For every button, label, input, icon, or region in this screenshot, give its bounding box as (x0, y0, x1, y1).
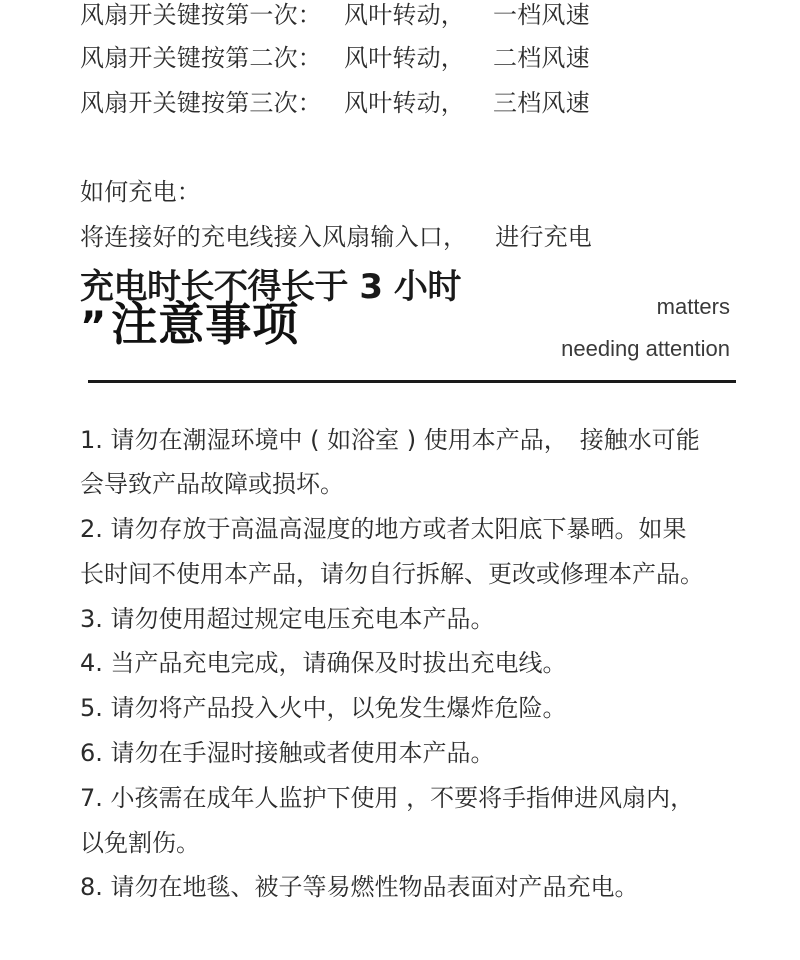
fan-mode-action: 风叶转动， (344, 44, 465, 72)
fan-mode-2 (80, 43, 590, 73)
fan-mode-action: 风叶转动， (344, 89, 465, 117)
fan-mode-speed: 一档风速 (493, 1, 590, 29)
notice-subtitle-line2: needing attention (561, 336, 730, 361)
note-line: 2. 请勿存放于高温高湿度的地方或者太阳底下暴晒。如果 (80, 515, 687, 543)
note-line: 4. 当产品充电完成，请确保及时拔出充电线。 (80, 649, 567, 677)
section-divider (88, 380, 736, 383)
notice-subtitle-line1: matters (656, 294, 730, 319)
note-line: 6. 请勿在手湿时接触或者使用本产品。 (80, 739, 495, 767)
note-line: 3. 请勿使用超过规定电压充电本产品。 (80, 605, 495, 633)
fan-mode-speed: 三档风速 (493, 89, 590, 117)
note-line: 8. 请勿在地毯、被子等易燃性物品表面对产品充电。 (80, 873, 639, 901)
note-line: 1. 请勿在潮湿环境中 ( 如浴室 ) 使用本产品， 接触水可能 (80, 426, 700, 454)
fan-mode-action: 风叶转动， (344, 1, 465, 29)
note-line: 以免割伤。 (80, 829, 200, 857)
charging-instruction-tail: 进行充电 (495, 223, 593, 251)
fan-mode-press: 风扇开关键按第一次： (80, 1, 322, 29)
note-line: 会导致产品故障或损坏。 (80, 470, 344, 498)
fan-mode-3 (80, 88, 590, 118)
note-line: 5. 请勿将产品投入火中，以免发生爆炸危险。 (80, 694, 567, 722)
fan-mode-press: 风扇开关键按第三次： (80, 89, 322, 117)
quote-mark-icon: ” (80, 304, 108, 350)
charging-heading: 如何充电： (80, 178, 201, 206)
note-line: 长时间不使用本产品，请勿自行拆解、更改或修理本产品。 (80, 560, 704, 588)
notice-title-text: 注意事项 (111, 297, 300, 351)
notice-title (80, 294, 299, 357)
charging-duration-note: 充电时长不得长于 3 小时 (80, 267, 461, 307)
note-line: 7. 小孩需在成年人监护下使用 ，不要将手指伸进风扇内， (80, 784, 695, 812)
fan-mode-speed: 二档风速 (493, 44, 590, 72)
charging-instruction-text: 将连接好的充电线接入风扇输入口， (80, 223, 468, 251)
fan-mode-1 (80, 0, 590, 30)
fan-mode-press: 风扇开关键按第二次： (80, 44, 322, 72)
charging-instruction (80, 222, 592, 252)
